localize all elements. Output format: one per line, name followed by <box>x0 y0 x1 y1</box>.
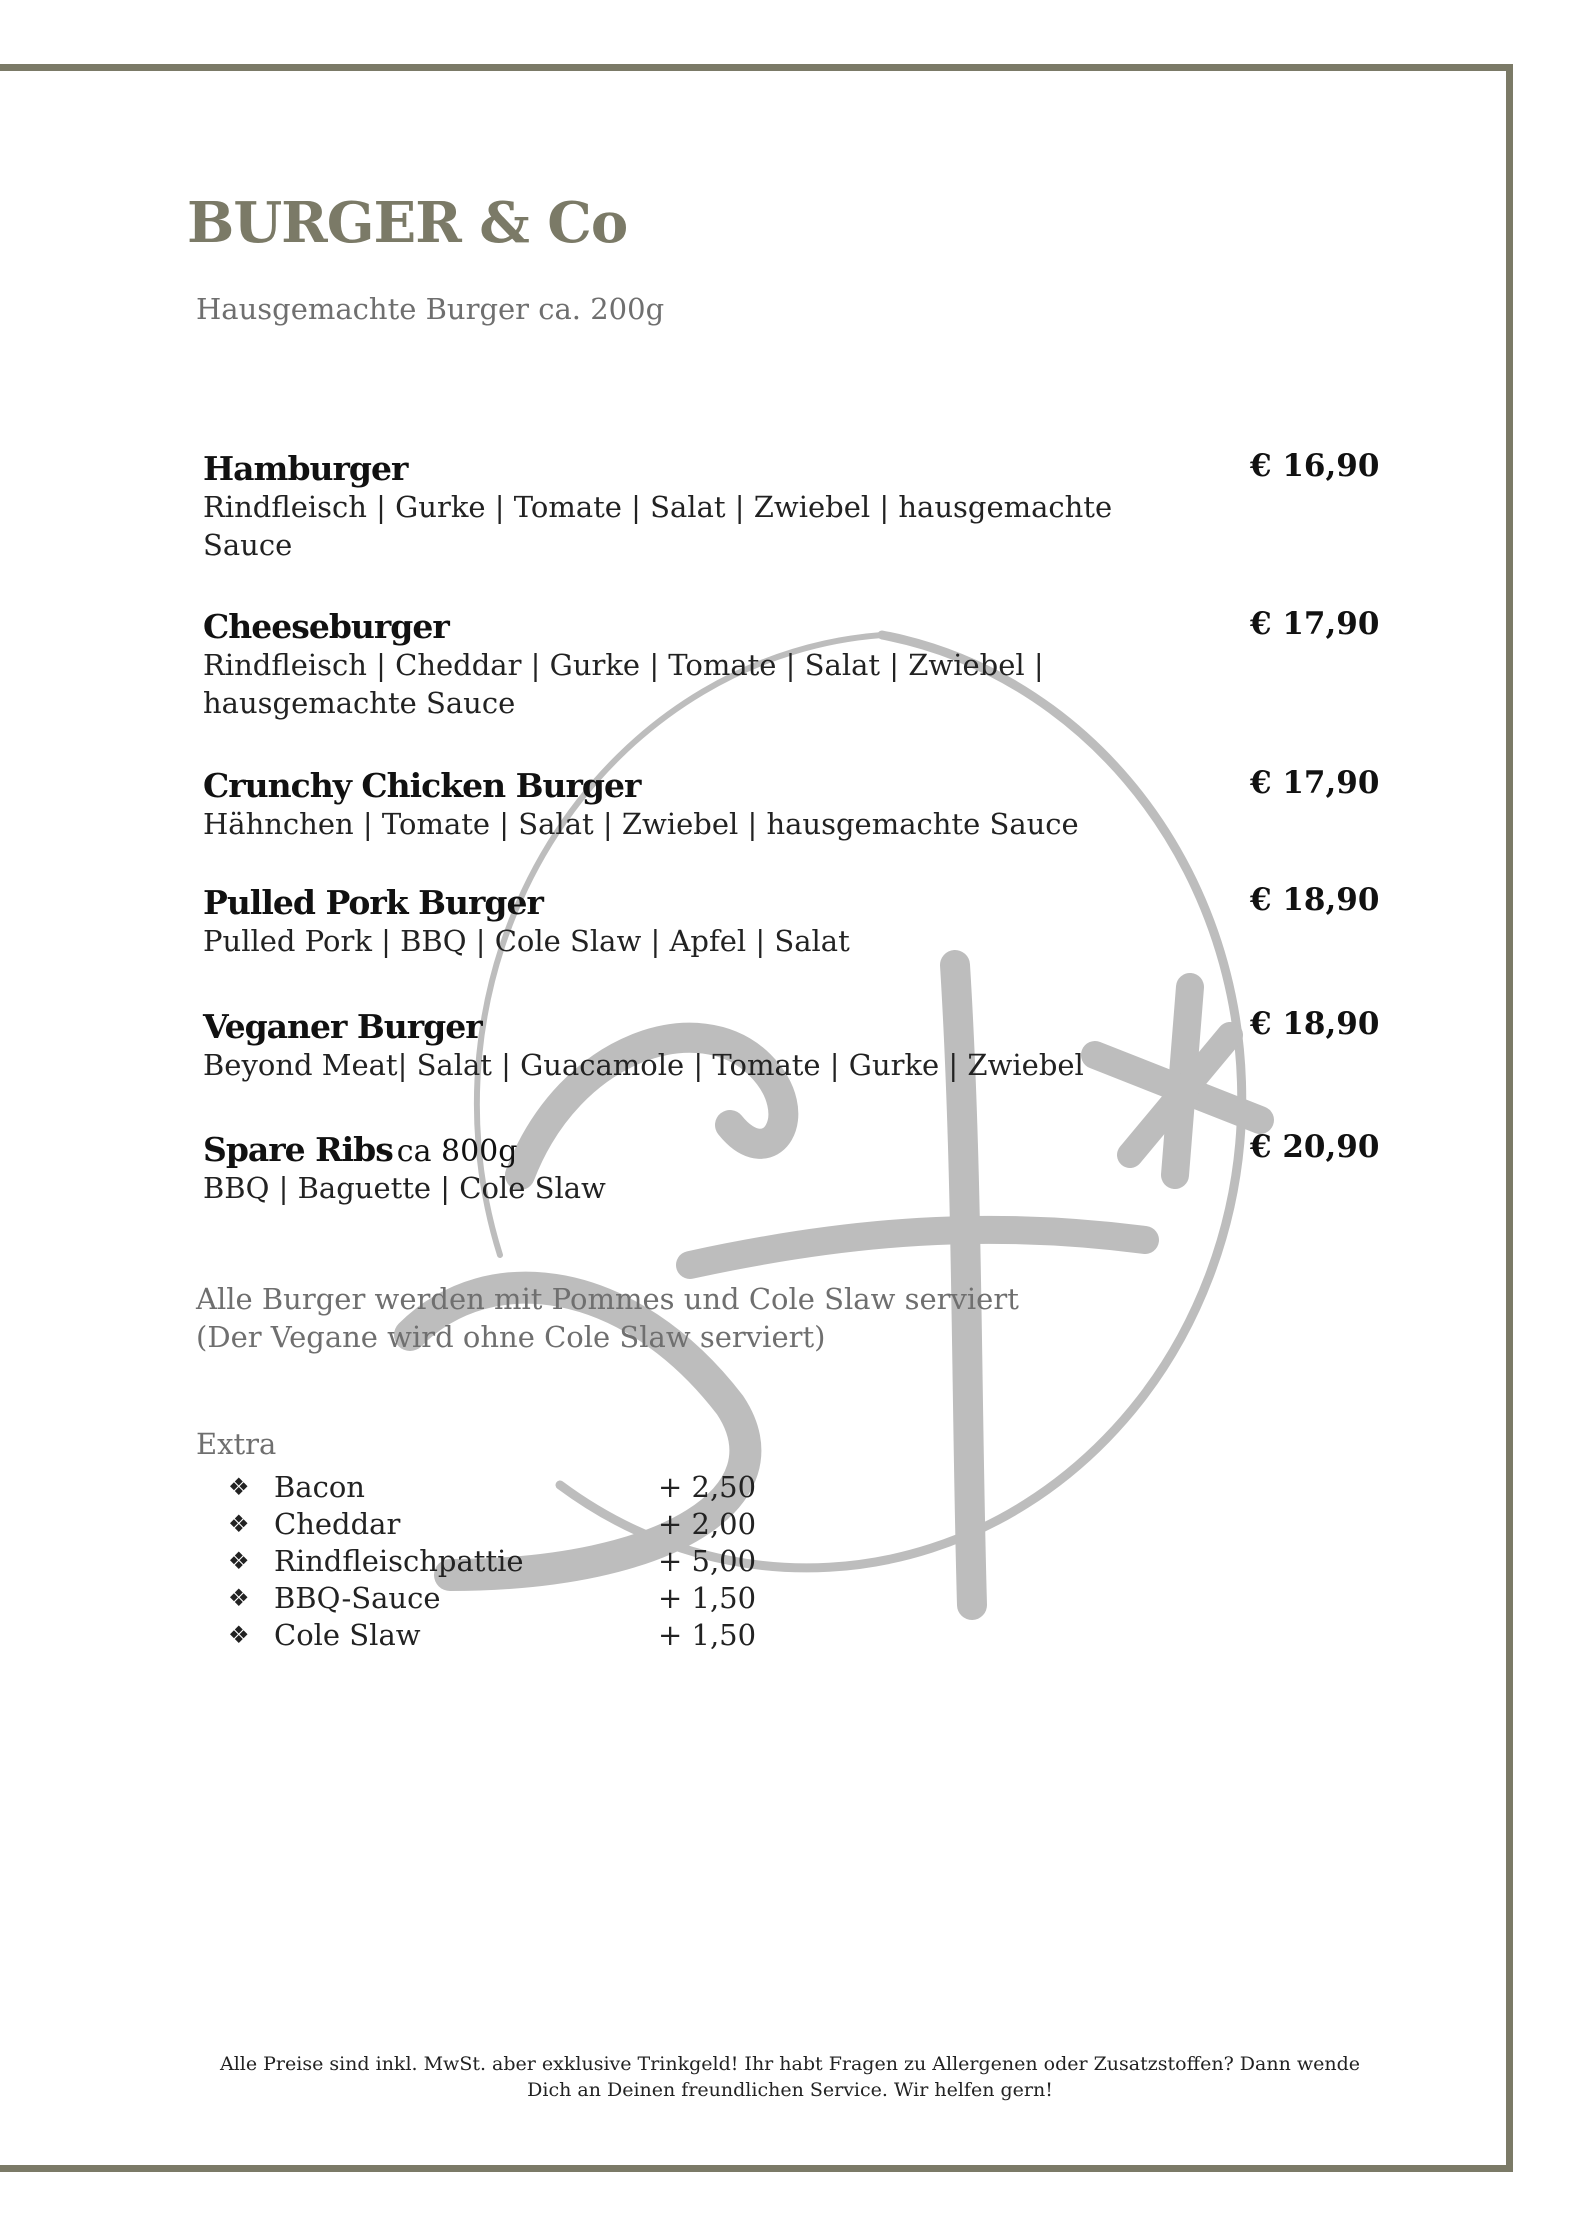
menu-item-price: € 17,90 <box>1250 606 1380 642</box>
extras-item-price: + 5,00 <box>658 1543 757 1578</box>
menu-item-name: Veganer Burger <box>203 1007 482 1046</box>
menu-item-cheeseburger <box>203 606 1383 722</box>
footer-line: Dich an Deinen freundlichen Service. Wir helfen gern! <box>527 2079 1053 2101</box>
menu-item-spare-ribs <box>203 1129 1383 1207</box>
extras-item-name: Cole Slaw <box>274 1617 421 1652</box>
extras-item-name: Bacon <box>274 1469 365 1504</box>
extras-item <box>228 1468 798 1505</box>
diamond-bullet-icon: ❖ <box>228 1546 250 1575</box>
extras-item-name: Cheddar <box>274 1506 401 1541</box>
menu-item-veganer-burger <box>203 1006 1383 1084</box>
menu-item-note: ca 800g <box>396 1134 518 1169</box>
serving-notice <box>196 1280 1019 1356</box>
diamond-bullet-icon: ❖ <box>228 1509 250 1538</box>
extras-item-name: BBQ-Sauce <box>274 1580 441 1615</box>
extras-heading: Extra <box>196 1427 277 1461</box>
extras-item <box>228 1542 798 1579</box>
menu-item-price: € 18,90 <box>1250 882 1380 918</box>
page-subtitle: Hausgemachte Burger ca. 200g <box>196 292 665 326</box>
serving-notice-line: (Der Vegane wird ohne Cole Slaw serviert) <box>196 1320 826 1354</box>
menu-item-description: Hähnchen | Tomate | Salat | Zwiebel | hausgemachte Sauce <box>203 807 1079 841</box>
footer-note <box>170 2051 1410 2103</box>
menu-item-name: Spare Ribs <box>203 1130 393 1169</box>
menu-item-price: € 18,90 <box>1250 1006 1380 1042</box>
extras-item <box>228 1616 798 1653</box>
menu-item-price: € 20,90 <box>1250 1129 1380 1165</box>
menu-item-crunchy-chicken-burger <box>203 765 1383 843</box>
menu-item-name: Hamburger <box>203 449 408 488</box>
menu-item-name: Crunchy Chicken Burger <box>203 766 641 805</box>
menu-item-price: € 17,90 <box>1250 765 1380 801</box>
menu-item-hamburger <box>203 448 1383 564</box>
menu-item-description: BBQ | Baguette | Cole Slaw <box>203 1171 606 1205</box>
menu-item-price: € 16,90 <box>1250 448 1380 484</box>
extras-item-price: + 1,50 <box>658 1617 757 1652</box>
menu-item-description: Rindfleisch | Gurke | Tomate | Salat | Zwiebel | hausgemachte Sauce <box>203 490 1113 562</box>
diamond-bullet-icon: ❖ <box>228 1583 250 1612</box>
page-title: BURGER & Co <box>187 190 628 256</box>
menu-item-name: Pulled Pork Burger <box>203 883 543 922</box>
extras-item-price: + 1,50 <box>658 1580 757 1615</box>
extras-item <box>228 1579 798 1616</box>
menu-item-name: Cheeseburger <box>203 607 449 646</box>
menu-item-pulled-pork-burger <box>203 882 1383 960</box>
diamond-bullet-icon: ❖ <box>228 1620 250 1649</box>
menu-item-description: Beyond Meat| Salat | Guacamole | Tomate | Gurke | Zwiebel <box>203 1048 1084 1082</box>
extras-item-price: + 2,50 <box>658 1469 757 1504</box>
menu-item-description: Pulled Pork | BBQ | Cole Slaw | Apfel | Salat <box>203 924 850 958</box>
menu-item-description: Rindfleisch | Cheddar | Gurke | Tomate | Salat | Zwiebel | hausgemachte Sauce <box>203 648 1044 720</box>
extras-list <box>228 1468 798 1653</box>
extras-item-name: Rindfleischpattie <box>274 1543 524 1578</box>
serving-notice-line: Alle Burger werden mit Pommes und Cole Slaw serviert <box>196 1282 1019 1316</box>
extras-item-price: + 2,00 <box>658 1506 757 1541</box>
extras-item <box>228 1505 798 1542</box>
diamond-bullet-icon: ❖ <box>228 1472 250 1501</box>
footer-line: Alle Preise sind inkl. MwSt. aber exklusive Trinkgeld! Ihr habt Fragen zu Allergenen oder Zusatzstoffen? Dann wende <box>219 2053 1361 2075</box>
